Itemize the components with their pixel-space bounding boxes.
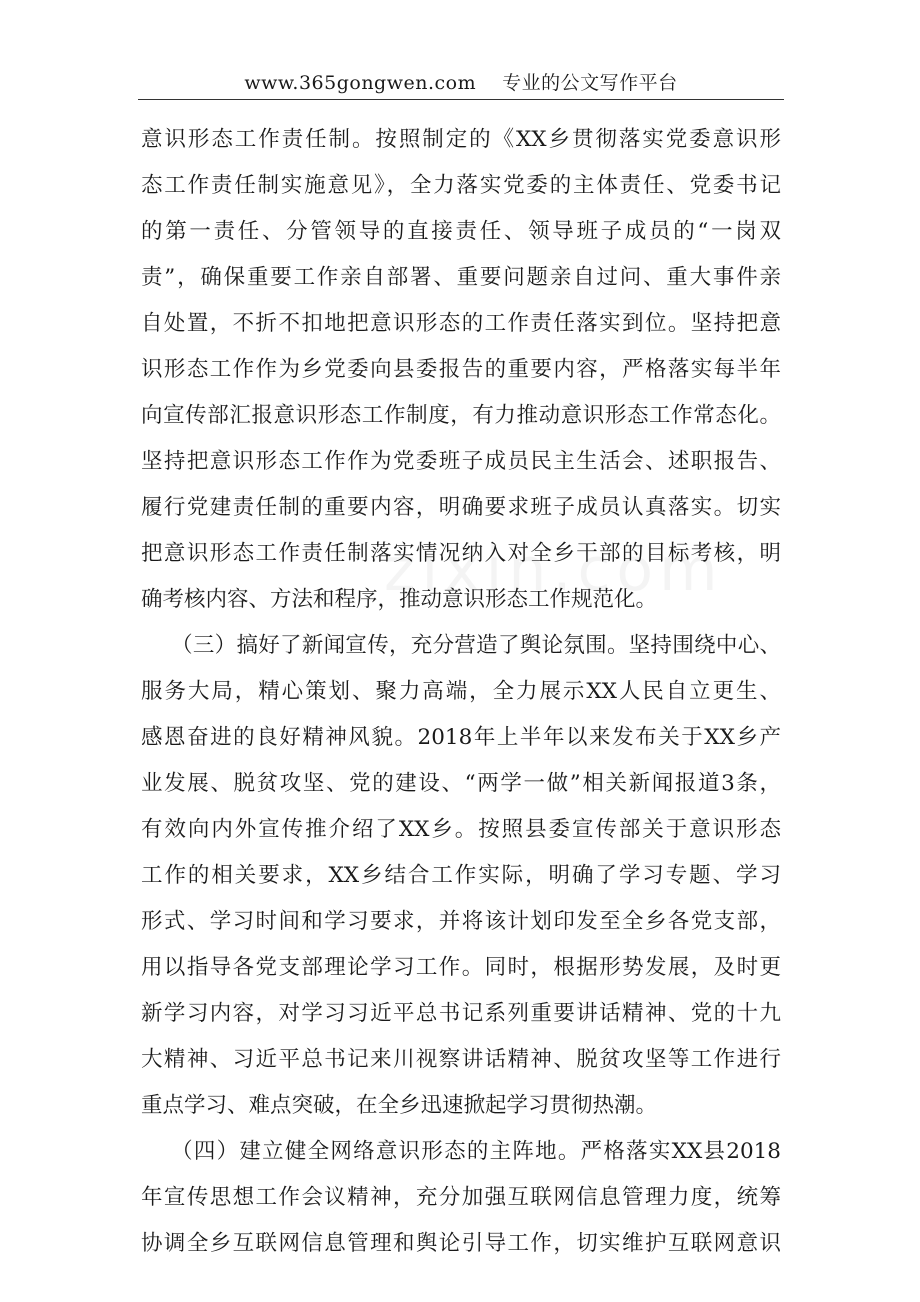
body-line: 新学习内容，对学习习近平总书记系列重要讲话精神、党的十九 (141, 1001, 781, 1026)
body-line: 向宣传部汇报意识形态工作制度，有力推动意识形态工作常态化。 (141, 403, 781, 428)
body-line: 的第一责任、分管领导的直接责任、领导班子成员的“一岗双 (141, 219, 781, 244)
body-line: 识形态工作作为乡党委向县委报告的重要内容，严格落实每半年 (141, 357, 781, 382)
section-heading-line: （四）建立健全网络意识形态的主阵地。严格落实XX县2018 (171, 1139, 781, 1164)
header-slogan: 专业的公文写作平台 (502, 72, 678, 94)
body-line: 年宣传思想工作会议精神，充分加强互联网信息管理力度，统筹 (141, 1185, 781, 1210)
section-heading-line: （三）搞好了新闻宣传，充分营造了舆论氛围。坚持围绕中心、 (171, 633, 781, 658)
body-line: 大精神、习近平总书记来川视察讲话精神、脱贫攻坚等工作进行 (141, 1047, 781, 1072)
body-line: 重点学习、难点突破，在全乡迅速掀起学习贯彻热潮。 (141, 1093, 658, 1118)
body-line: 有效向内外宣传推介绍了XX乡。按照县委宣传部关于意识形态 (141, 817, 781, 842)
body-line: 用以指导各党支部理论学习工作。同时，根据形势发展，及时更 (141, 955, 781, 980)
body-line: 工作的相关要求，XX乡结合工作实际，明确了学习专题、学习 (141, 863, 781, 888)
body-line: 态工作责任制实施意见》，全力落实党委的主体责任、党委书记 (141, 173, 781, 198)
page-header (138, 68, 784, 98)
body-line: 意识形态工作责任制。按照制定的《XX乡贯彻落实党委意识形 (141, 127, 781, 152)
body-line: 自处置，不折不扣地把意识形态的工作责任落实到位。坚持把意 (141, 311, 781, 336)
header-divider (138, 99, 784, 100)
body-line: 服务大局，精心策划、聚力高端，全力展示XX人民自立更生、 (141, 679, 781, 704)
body-line: 感恩奋进的良好精神风貌。2018年上半年以来发布关于XX乡产 (141, 725, 781, 750)
body-line: 责”，确保重要工作亲自部署、重要问题亲自过问、重大事件亲 (141, 265, 781, 290)
body-line: 形式、学习时间和学习要求，并将该计划印发至全乡各党支部， (141, 909, 781, 934)
body-line: 履行党建责任制的重要内容，明确要求班子成员认真落实。切实 (141, 495, 781, 520)
body-line: 业发展、脱贫攻坚、党的建设、“两学一做”相关新闻报道3条， (141, 771, 781, 796)
body-line: 坚持把意识形态工作作为党委班子成员民主生活会、述职报告、 (141, 449, 781, 474)
header-site-url[interactable]: www.365gongwen.com (244, 72, 477, 94)
document-body (141, 117, 781, 1267)
body-line: 协调全乡互联网信息管理和舆论引导工作，切实维护互联网意识 (141, 1231, 781, 1256)
body-line: 把意识形态工作责任制落实情况纳入对全乡干部的目标考核，明 (141, 541, 781, 566)
body-line: 确考核内容、方法和程序，推动意识形态工作规范化。 (141, 587, 658, 612)
